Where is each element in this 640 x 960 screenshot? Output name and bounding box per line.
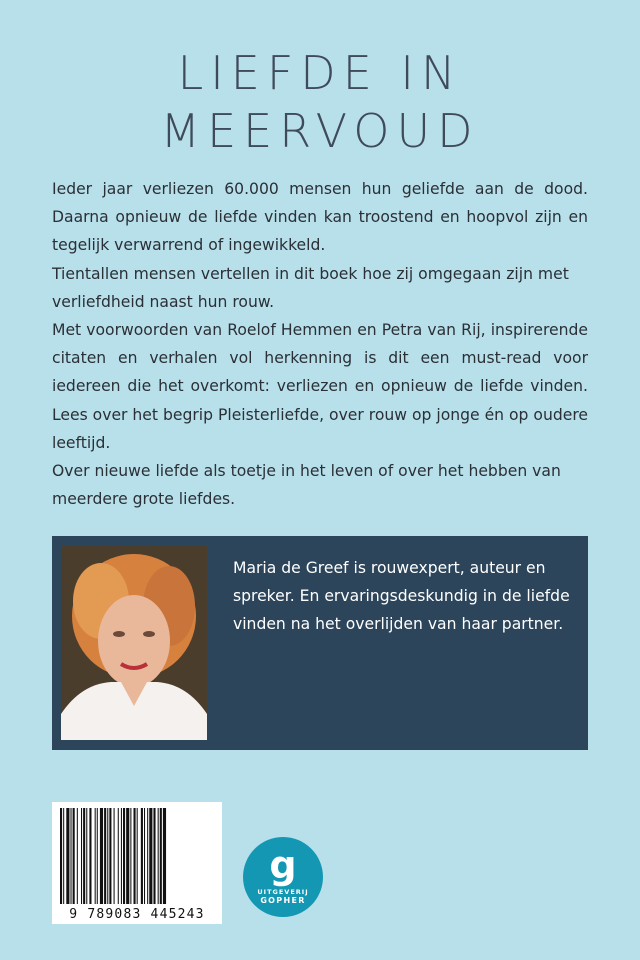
back-cover-blurb: [52, 175, 588, 513]
blurb-paragraph-2: Tientallen mensen vertellen in dit boek hoe zij omgegaan zijn met verliefdheid naast hun rouw.: [52, 264, 569, 311]
author-bio-text: Maria de Greef is rouwexpert, auteur en spreker. En ervaringsdeskundig in de liefde vinden na het overlijden van haar partner.: [233, 559, 570, 633]
barcode-bars: [52, 802, 222, 906]
book-title: [0, 44, 640, 160]
isbn-barcode: [52, 802, 222, 924]
publisher-logo: [243, 837, 323, 917]
book-title-line-2: MEERVOUD: [160, 104, 480, 158]
blurb-paragraph-1: Ieder jaar verliezen 60.000 mensen hun geliefde aan de dood. Daarna opnieuw de liefde vinden kan troostend en hoopvol zijn en tegelijk verwarrend of ingewikkeld.: [52, 180, 588, 255]
publisher-name-line-2: GOPHER: [260, 896, 306, 905]
book-title-line-1: LIEFDE IN: [177, 46, 463, 100]
author-bio: [233, 554, 573, 638]
publisher-name-line-1: UITGEVERIJ: [257, 888, 309, 896]
blurb-paragraph-4: Over nieuwe liefde als toetje in het leven of over het hebben van meerdere grote liefdes.: [52, 462, 561, 509]
author-photo: [61, 546, 207, 740]
blurb-paragraph-3: Met voorwoorden van Roelof Hemmen en Petra van Rij, inspirerende citaten en verhalen vol herkenning is dit een must-read voor iedereen die het overkomt: verliezen en opnieuw de liefde vinden. Lees over het begrip Pleisterliefde, over rouw op jonge én op oudere leeftijd.: [52, 321, 588, 452]
publisher-logo-mark: g: [269, 843, 297, 887]
isbn-number: 9 789083 445243: [69, 907, 205, 922]
author-panel: [52, 536, 588, 750]
